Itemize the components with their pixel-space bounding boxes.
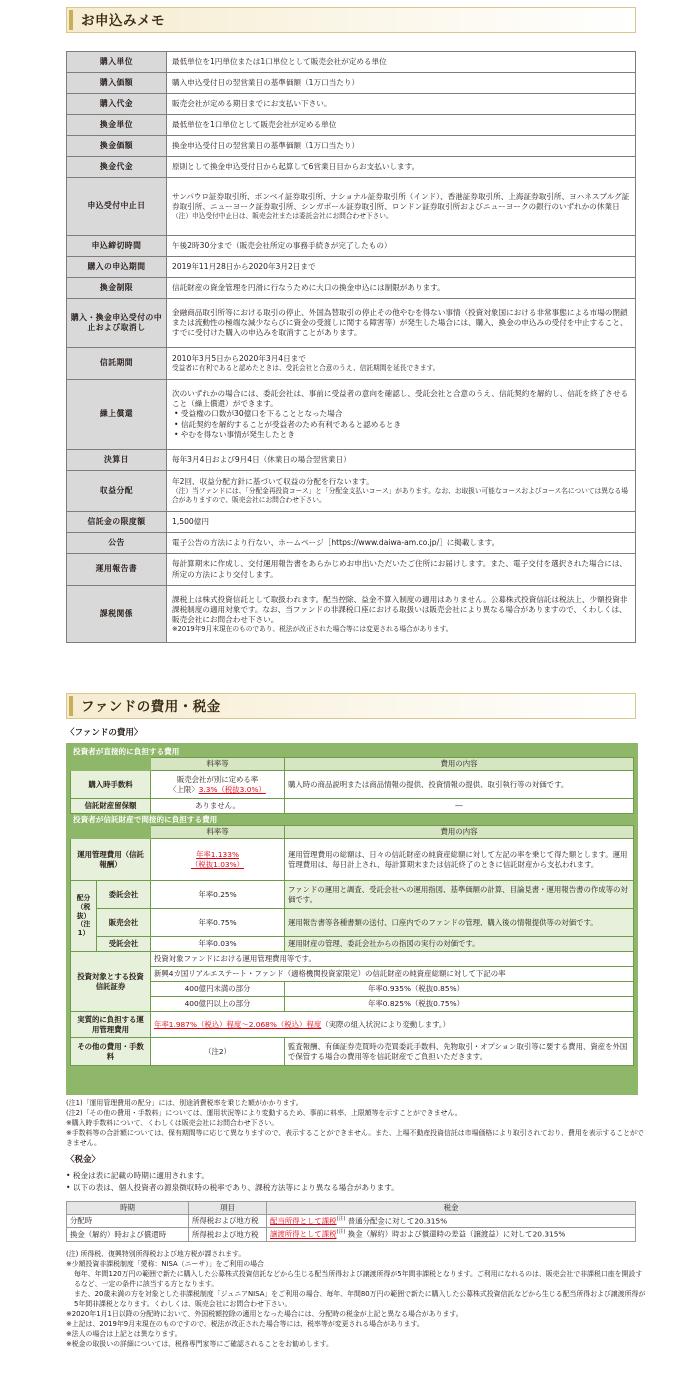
- redemption-label: 信託財産留保額: [71, 799, 151, 814]
- memo-label: 換金価額: [67, 136, 167, 157]
- tax-item: 所得税および地方税: [189, 1214, 267, 1227]
- memo-section-title: お申込みメモ: [66, 7, 636, 33]
- alloc-trust-rate: 年率0.25%: [151, 881, 285, 909]
- purchase-fee-rate: 販売会社が別に定める率 〈上限〉3.3%（税抜3.0%）: [151, 771, 285, 799]
- memo-label: 購入・換金申込受付の中止および取消し: [67, 299, 167, 348]
- memo-label: 決算日: [67, 450, 167, 471]
- col-rate: 料率等: [151, 758, 285, 771]
- other-rate: （注2）: [151, 1038, 285, 1066]
- redemption-rate: ありません。: [151, 799, 285, 814]
- fees-panel: [66, 743, 638, 1095]
- tax-period: 換金（解約）時および償還時: [67, 1228, 189, 1241]
- indirect-fees-table: [70, 825, 634, 1066]
- mgmt-fee-label: 運用管理費用（信託報酬）: [71, 839, 151, 881]
- memo-content: 換金申込受付日の翌営業日の基準価額（1万口当たり）: [167, 136, 636, 157]
- memo-label: 運用報告書: [67, 554, 167, 586]
- tax-period: 分配時: [67, 1214, 189, 1227]
- effective-rate: 年率1.987%（税込）程度～2.068%（税込）程度（実際の組入状況により変動します。）: [151, 1012, 634, 1038]
- invest-label: 投資対象とする投資信託証券: [71, 952, 151, 1012]
- memo-content: 次のいずれかの場合には、委託会社は、事前に受益者の意向を確認し、受託会社と合意のうえ、信託契約を解約し、信託を終了させること（繰上償還）ができます。 • 受益権の口数が30億口を下ることとなった場合 • 信託契約を解約することが受益者のため有利であると認めるとき • やむを得ない事情が発生したとき: [167, 380, 636, 450]
- col-content: 費用の内容: [285, 758, 634, 771]
- alloc-trust-content: ファンドの運用と調査、受託会社への運用指図、基準価額の計算、目論見書・運用報告書の作成等の対価です。: [285, 881, 634, 909]
- effective-label: 実質的に負担する運用管理費用: [71, 1012, 151, 1038]
- memo-content: 信託財産の資金管理を円滑に行なうために大口の換金申込には制限があります。: [167, 278, 636, 299]
- tax-rate: 譲渡所得として課税(注) 換金（解約）時および償還時の差益（譲渡益）に対して20.315%: [267, 1228, 636, 1241]
- memo-label: 申込締切時間: [67, 236, 167, 257]
- alloc-dist-rate: 年率0.75%: [151, 909, 285, 937]
- memo-content: 原則として換金申込受付日から起算して6営業日目からお支払いします。: [167, 157, 636, 178]
- memo-label: 換金単位: [67, 115, 167, 136]
- mgmt-fee-rate: 年率1.133% （税抜1.03%）: [151, 839, 285, 881]
- memo-label: 換金制限: [67, 278, 167, 299]
- memo-content: 毎年3月4日および9月4日（休業日の場合翌営業日）: [167, 450, 636, 471]
- memo-content: 金融商品取引所等における取引の停止、外国為替取引の停止その他やむを得ない事情（投資対象国における非常事態による市場の閉鎖または流動性の極端な減少ならびに資金の受渡しに関する障害等）が発生した場合には、購入、換金の申込みの受付を中止すること、すでに受付けた購入の申込みを取消すことがあります。: [167, 299, 636, 348]
- col-content: 費用の内容: [285, 826, 634, 839]
- memo-label: 課税関係: [67, 586, 167, 643]
- invest-content-1: 投資対象ファンドにおける運用管理費用等です。: [151, 952, 634, 967]
- tax-notes: (注) 所得税、復興特別所得税および地方税が課されます。 ※少額投資非課税制度「愛称：NISA（ニーサ）」をご利用の場合 毎年、年間120万円の範囲で新たに購入した公募株式投資信託などから生じる配当所得および譲渡所得が5年間非課税となります。ご利用になれるのは、販売会社で非課税口座を開設するなど、一定の条件に該当する方となります。 また、20歳未満の方を対象とした非課税制度「ジュニアNISA」をご利用の場合、毎年、年間80万円の範囲で新たに購入した公募株式投資信託などから生じる配当所得および譲渡所得が5年間非課税となります。くわしくは、販売会社にお問合わせ下さい。 ※2020年1月1日以降の分配時において、外国税額控除の適用となった場合には、分配時の税金が上記と異なる場合があります。 ※上記は、2019年9月末現在のものですので、税法が改正された場合等には、税率等が変更される場合があります。 ※法人の場合は上記とは異なります。 ※税金の取扱いの詳細については、税務専門家等にご確認されることをお勧めします。: [66, 1250, 646, 1348]
- memo-label: 購入単位: [67, 52, 167, 73]
- memo-table: [66, 51, 636, 643]
- alloc-label: 配分（税抜）（注1）: [71, 881, 97, 952]
- memo-label: 信託金の限度額: [67, 512, 167, 533]
- tax-bullets: • 税金は表に記載の時期に適用されます。 • 以下の表は、個人投資者の源泉徴収時の税率であり、課税方法等により異なる場合があります。: [66, 1171, 399, 1192]
- invest-content-2: 新興4カ国リアルエステート・ファンド（適格機関投資家限定）の信託財産の純資産総額に対して下記の率: [151, 967, 634, 982]
- other-label: その他の費用・手数料: [71, 1038, 151, 1066]
- memo-content: 最低単位を1円単位または1口単位として販売会社が定める単位: [167, 52, 636, 73]
- alloc-trustee-rate: 年率0.03%: [151, 937, 285, 952]
- memo-content: 年2回、収益分配方針に基づいて収益の分配を行ないます。 （注）当ファンドには、「分配金再投資コース」と「分配金支払いコース」があります。なお、お取扱い可能なコースおよびコース名については異なる場合がありますので、販売会社にお問合わせ下さい。: [167, 471, 636, 512]
- memo-content: 購入申込受付日の翌営業日の基準価額（1万口当たり）: [167, 73, 636, 94]
- memo-content: サンパウロ証券取引所、ボンベイ証券取引所、ナショナル証券取引所（インド）、香港証券取引所、上海証券取引所、ヨハネスブルグ証券取引所、ニューヨーク証券取引所、シンガポール証券取引所、ロンドン証券取引所およびニューヨークの銀行のいずれかの休業日 （注）申込受付中止日は、販売会社または委託会社にお問合わせ下さい。: [167, 178, 636, 236]
- tax-title: 〈税金〉: [66, 1155, 101, 1165]
- purchase-fee-label: 購入時手数料: [71, 771, 151, 799]
- memo-label: 収益分配: [67, 471, 167, 512]
- memo-content: 2019年11月28日から2020年3月2日まで: [167, 257, 636, 278]
- direct-fees-header: 投資者が直接的に負担する費用: [73, 747, 180, 756]
- col-rate: 料率等: [151, 826, 285, 839]
- memo-content: 最低単位を1口単位として販売会社が定める単位: [167, 115, 636, 136]
- tier-rate: 年率0.825%（税抜0.75%）: [285, 997, 634, 1012]
- alloc-dist-label: 販売会社: [97, 909, 151, 937]
- tax-table: 時期 項目 税金 分配時 所得税および地方税 配当所得として課税(注) 普通分配金に対して20.315% 換金（解約）時および償還時 所得税および地方税 譲渡所得として課税(注) 換金（解約）時および償還時の差益（譲渡益）に対して20.315%: [66, 1201, 636, 1242]
- memo-label: 申込受付中止日: [67, 178, 167, 236]
- memo-label: 繰上償還: [67, 380, 167, 450]
- fees-section-title: ファンドの費用・税金: [66, 693, 636, 719]
- alloc-trust-label: 委託会社: [97, 881, 151, 909]
- memo-label: 購入価額: [67, 73, 167, 94]
- direct-fees-table: [70, 757, 634, 814]
- memo-content: 電子公告の方法により行ない、ホームページ［https://www.daiwa-am.co.jp/］に掲載します。: [167, 533, 636, 554]
- memo-content: 課税上は株式投資信託として取扱われます。配当控除、益金不算入制度の適用はありません。公募株式投資信託は税法上、少額投資非課税制度の適用対象です。なお、当ファンドの非課税口座における取扱いは販売会社により異なる場合がありますので、くわしくは、販売会社にお問合わせ下さい。 ※2019年9月末現在のものであり、税法が改正された場合等には変更される場合があります。: [167, 586, 636, 643]
- tier-label: 400億円未満の部分: [151, 982, 285, 997]
- tax-item: 所得税および地方税: [189, 1228, 267, 1241]
- redemption-content: ―: [285, 799, 634, 814]
- alloc-trustee-label: 受託会社: [97, 937, 151, 952]
- memo-content: 2010年3月5日から2020年3月4日まで 受益者に有利であると認めたときは、受託会社と合意のうえ、信託期間を延長できます。: [167, 348, 636, 380]
- indirect-fees-header: 投資者が信託財産で間接的に負担する費用: [73, 815, 218, 824]
- memo-content: 1,500億円: [167, 512, 636, 533]
- memo-label: 公告: [67, 533, 167, 554]
- memo-label: 購入の申込期間: [67, 257, 167, 278]
- tier-rate: 年率0.935%（税抜0.85%）: [285, 982, 634, 997]
- memo-content: 販売会社が定める期日までにお支払い下さい。: [167, 94, 636, 115]
- memo-content: 午後2時30分まで（販売会社所定の事務手続きが完了したもの）: [167, 236, 636, 257]
- memo-label: 信託期間: [67, 348, 167, 380]
- memo-label: 購入代金: [67, 94, 167, 115]
- tier-label: 400億円以上の部分: [151, 997, 285, 1012]
- alloc-dist-content: 運用報告書等各種書類の送付、口座内でのファンドの管理、購入後の情報提供等の対価です。: [285, 909, 634, 937]
- fees-subtitle: 〈ファンドの費用〉: [66, 728, 143, 738]
- memo-content: 毎計算期末に作成し、交付運用報告書をあらかじめお申出いただいたご住所にお届けします。また、電子交付を選択された場合には、所定の方法により交付します。: [167, 554, 636, 586]
- other-content: 監査報酬、有価証券売買時の売買委託手数料、先物取引・オプション取引等に要する費用、資産を外国で保管する場合の費用等を信託財産でご負担いただきます。: [285, 1038, 634, 1066]
- memo-label: 換金代金: [67, 157, 167, 178]
- mgmt-fee-content: 運用管理費用の総額は、日々の信託財産の純資産総額に対して左記の率を乗じて得た額とします。運用管理費用は、毎日計上され、毎計算期末または信託終了のときに信託財産から支払われます。: [285, 839, 634, 881]
- fee-footnotes: (注1)「運用管理費用の配分」には、別途消費税率を乗じた額がかかります。 (注2)「その他の費用・手数料」については、運用状況等により変動するため、事前に料率、上限額等を示すことができません。 ※購入時手数料について、くわしくは販売会社にお問合わせ下さい。 ※手数料等の合計額については、保有期間等に応じて異なりますので、表示することができません。また、上場不動産投資信託は市場価格により取引されており、費用を表示することができません。: [66, 1099, 644, 1147]
- purchase-fee-content: 購入時の商品説明または商品情報の提供、投資情報の提供、取引執行等の対価です。: [285, 771, 634, 799]
- tax-rate: 配当所得として課税(注) 普通分配金に対して20.315%: [267, 1214, 636, 1227]
- alloc-trustee-content: 運用財産の管理、委託会社からの指図の実行の対価です。: [285, 937, 634, 952]
